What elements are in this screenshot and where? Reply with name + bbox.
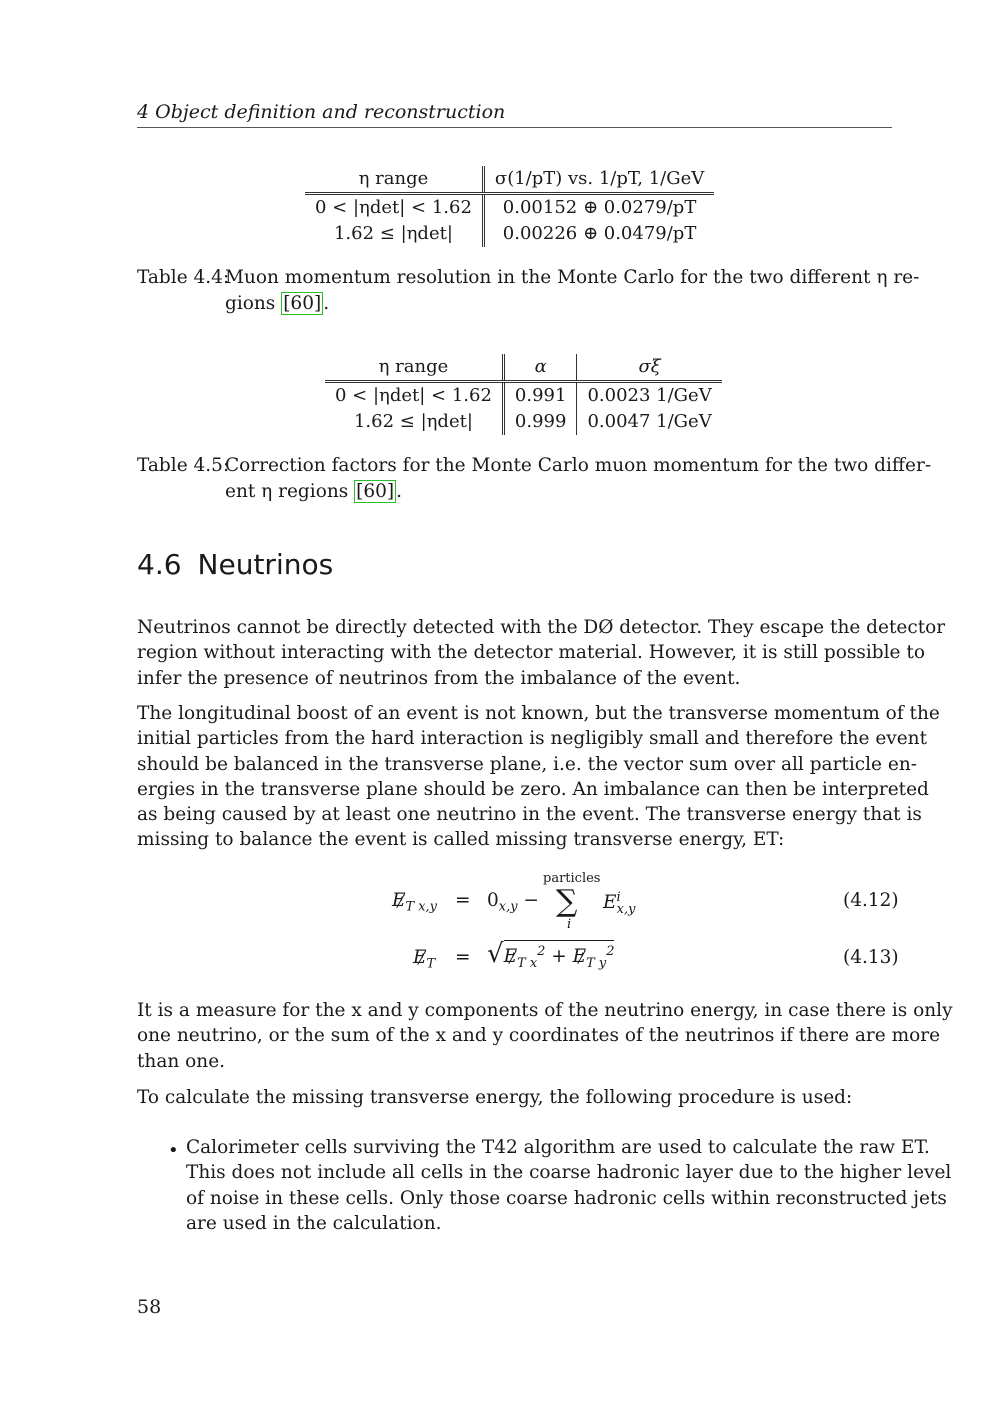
sum-lower: i: [567, 917, 572, 932]
table-row: [305, 194, 714, 222]
caption-label: Table 4.5:: [137, 455, 230, 476]
equals-sign: =: [455, 947, 471, 968]
sum-symbol: ∑: [556, 884, 578, 919]
equals-sign: =: [455, 890, 471, 911]
text-line: should be balanced in the transverse plane, i.e. the vector sum over all particle en-: [137, 753, 917, 775]
section-number: 4.6: [137, 548, 182, 581]
section-heading: [137, 548, 333, 581]
table2-cell: 0.999: [503, 409, 577, 435]
text-line: The longitudinal boost of an event is not known, but the transverse momentum of the: [137, 703, 940, 724]
equation-label-4-13: (4.13): [843, 947, 899, 968]
table-correction-factors: [325, 354, 722, 435]
table2-header-alpha: α: [503, 354, 577, 382]
table2-cell: 0.0023 1/GeV: [577, 382, 722, 410]
text-line: missing to balance the event is called missing transverse energy, ET:: [137, 829, 785, 851]
paragraph-2: [137, 701, 940, 853]
text-line: Calorimeter cells surviving the T42 algorithm are used to calculate the raw ET.: [186, 1137, 930, 1158]
table-row: [325, 409, 722, 435]
text-line: It is a measure for the x and y components of the neutrino energy, in case there is only: [137, 1000, 953, 1021]
table2-header-eta: η range: [325, 354, 503, 382]
sqrt-expression: $√E_{T x}^2 + E_{T y}^2$: [487, 939, 615, 971]
table1-header-sigma: σ(1/pT) vs. 1/pT, 1/GeV: [483, 166, 714, 194]
text-line: region without interacting with the detector material. However, it is still possible to: [137, 642, 925, 664]
citation-link[interactable]: [60]: [356, 481, 395, 502]
table1-cell: 0.00152 ⊕ 0.0279/pT: [483, 194, 714, 222]
table2-header-sigma: σξ: [577, 354, 722, 382]
text-line: one neutrino, or the sum of the x and y coordinates of the neutrinos if there are more: [137, 1025, 941, 1047]
page-number: 58: [137, 1296, 162, 1318]
caption-word: ent η regions: [225, 481, 349, 502]
table2-cell: 0.991: [503, 382, 577, 410]
text-line: than one.: [137, 1050, 226, 1072]
table2-cell: 0.0047 1/GeV: [577, 409, 722, 435]
equation-rhs: $0_{x,y}$ −: [487, 890, 539, 915]
bullet-item: [186, 1135, 952, 1236]
paragraph-3: [137, 998, 953, 1074]
text-line: This does not include all cells in the coarse hadronic layer due to the higher level: [186, 1162, 952, 1184]
table1-cell: 0.00226 ⊕ 0.0479/pT: [483, 221, 714, 247]
text-line: as being caused by at least one neutrino in the event. The transverse energy that is: [137, 804, 922, 826]
paragraph-4: [137, 1085, 892, 1110]
table1-caption: [137, 265, 920, 317]
bullet-dot: •: [168, 1140, 179, 1161]
text-line: ergies in the transverse plane should be zero. An imbalance can then be interpreted: [137, 778, 929, 800]
caption-text-2: [225, 291, 329, 317]
running-head: 4 Object definition and reconstruction: [137, 101, 892, 128]
text-line: are used in the calculation.: [186, 1212, 442, 1234]
caption-end: .: [323, 293, 330, 314]
table2-cell: 1.62 ≤ |ηdet|: [353, 411, 473, 432]
caption-end: .: [396, 481, 403, 502]
table1-cell: 0 < |ηdet| < 1.62: [315, 197, 472, 218]
text-line: Neutrinos cannot be directly detected with the DØ detector. They escape the detector: [137, 617, 946, 638]
text-line: infer the presence of neutrinos from the imbalance of the event.: [137, 667, 741, 689]
table1-header-eta: η range: [305, 166, 483, 194]
equation-4-12: $E_{T x,y}$: [392, 890, 437, 915]
caption-text: Correction factors for the Monte Carlo muon momentum for the two differ-: [225, 455, 932, 476]
citation-link[interactable]: [60]: [283, 293, 322, 314]
caption-word: gions: [225, 293, 276, 314]
caption-label: Table 4.4:: [137, 267, 230, 288]
sum-upper: particles: [543, 871, 601, 886]
table-row: [325, 382, 722, 410]
caption-text-2: [225, 479, 402, 505]
section-title: Neutrinos: [197, 548, 334, 581]
text-line: To calculate the missing transverse energy, the following procedure is used:: [137, 1087, 853, 1108]
table2-cell: 0 < |ηdet| < 1.62: [335, 385, 492, 406]
caption-text: Muon momentum resolution in the Monte Carlo for the two different η re-: [225, 267, 920, 288]
equation-term: $E^i_{x,y}$: [603, 890, 636, 917]
text-line: initial particles from the hard interaction is negligibly small and therefore the event: [137, 728, 928, 750]
table-muon-resolution: [305, 166, 714, 247]
table-row: [305, 221, 714, 247]
table1-cell: 1.62 ≤ |ηdet|: [333, 223, 453, 244]
paragraph-1: [137, 615, 946, 691]
equation-label-4-12: (4.12): [843, 890, 899, 911]
equation-4-13: $E_T$: [413, 947, 436, 972]
text-line: of noise in these cells. Only those coarse hadronic cells within reconstructed jets: [186, 1187, 947, 1209]
table2-caption: [137, 453, 932, 505]
